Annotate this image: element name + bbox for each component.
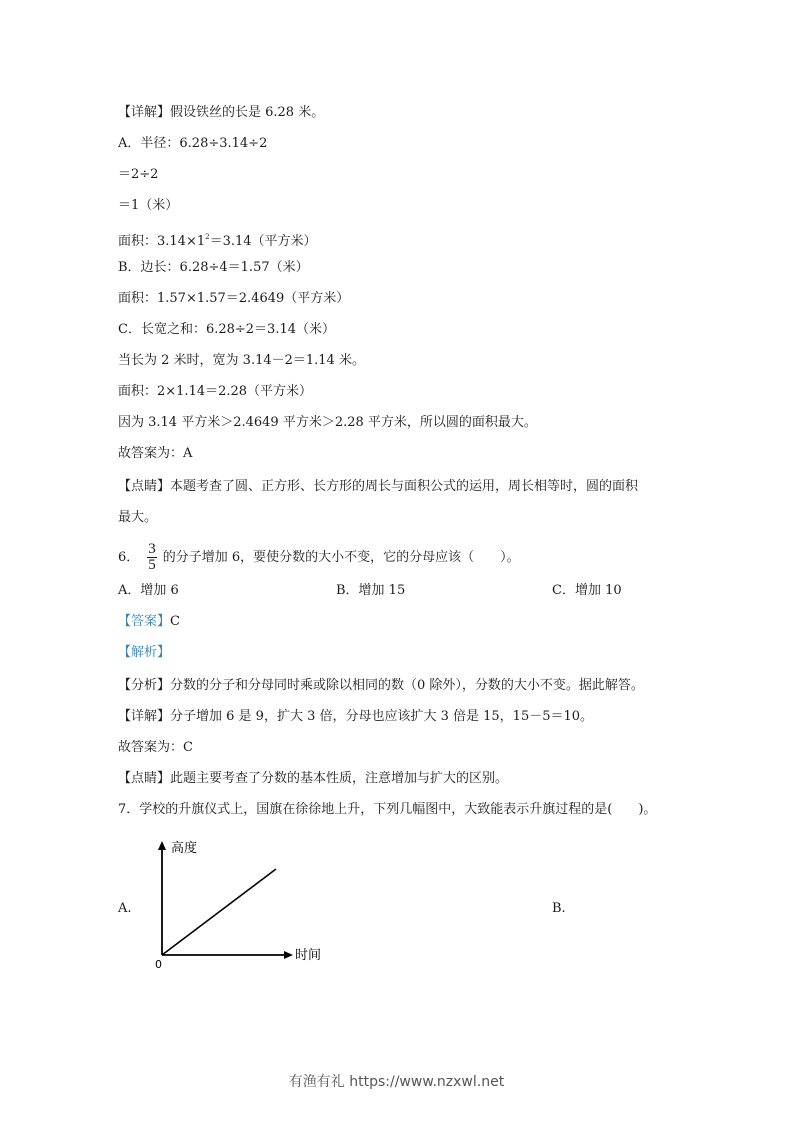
- point-q5-line1: 【点睛】本题考查了圆、正方形、长方形的周长与面积公式的运用，周长相等时，圆的面积: [118, 479, 639, 494]
- area-post: ＝3.14（平方米）: [209, 234, 317, 249]
- option-b-side: B．边长：6.28÷4＝1.57（米）: [118, 260, 309, 275]
- question-6: [118, 540, 520, 576]
- q7-option-a-label: A.: [118, 901, 132, 916]
- detail-intro: 【详解】假设铁丝的长是 6.28 米。: [118, 105, 325, 120]
- question-7: 7．学校的升旗仪式上，国旗在徐徐地上升，下列几幅图中，大致能表示升旗过程的是( )。: [118, 802, 657, 817]
- option-b-area: 面积：1.57×1.57＝2.4649（平方米）: [118, 291, 350, 306]
- q6-option-c: C．增加 10: [552, 583, 622, 598]
- q6-number: 6．: [118, 550, 140, 565]
- y-axis-label: 高度: [171, 841, 198, 856]
- q6-point: 【点睛】此题主要考查了分数的基本性质，注意增加与扩大的区别。: [118, 771, 509, 786]
- q6-answer: [118, 613, 180, 631]
- answer-tag: 【答案】: [118, 614, 171, 629]
- option-c-width: 当长为 2 米时，宽为 3.14－2＝1.14 米。: [118, 353, 365, 368]
- fraction-denominator: 5: [148, 557, 156, 573]
- q6-option-b: B．增加 15: [336, 583, 406, 598]
- x-axis-label: 时间: [295, 948, 322, 963]
- q6-analysis-tag: 【解析】: [118, 645, 171, 660]
- q6-option-a: A．增加 6: [118, 583, 179, 598]
- q6-analysis: 【分析】分数的分子和分母同时乘或除以相同的数（0 除外），分数的大小不变。据此解答。: [118, 678, 644, 693]
- point-q5-line2: 最大。: [118, 510, 158, 525]
- option-c-sum: C．长宽之和：6.28÷2＝3.14（米）: [118, 322, 336, 337]
- area-exponent: 2: [205, 233, 210, 241]
- q7-graph-a: [145, 835, 335, 970]
- option-a-radius: A．半径：6.28÷3.14÷2: [118, 136, 268, 151]
- answer-q5: 故答案为：A: [118, 446, 193, 461]
- q6-final: 故答案为：C: [118, 740, 193, 755]
- footer-watermark: 有渔有礼 https://www.nzxwl.net: [288, 1074, 505, 1090]
- fraction-numerator: 3: [148, 541, 156, 557]
- origin-label: 0: [155, 958, 162, 970]
- q6-stem: 的分子增加 6，要使分数的大小不变，它的分母应该（ ）。: [162, 550, 520, 565]
- comparison: 因为 3.14 平方米＞2.4649 平方米＞2.28 平方米，所以圆的面积最大。: [118, 415, 537, 430]
- q7-option-b-label: B.: [552, 901, 566, 916]
- answer-value: C: [170, 614, 180, 629]
- fraction: [147, 542, 157, 573]
- q6-detail: 【详解】分子增加 6 是 9，扩大 3 倍，分母也应该扩大 3 倍是 15，15－5＝10。: [118, 709, 594, 724]
- option-a-step3: ＝1（米）: [118, 198, 179, 213]
- option-a-step2: ＝2÷2: [118, 167, 159, 182]
- option-a-area: [118, 228, 317, 251]
- option-c-area: 面积：2×1.14＝2.28（平方米）: [118, 384, 313, 399]
- area-pre: 面积：3.14×1: [118, 234, 206, 249]
